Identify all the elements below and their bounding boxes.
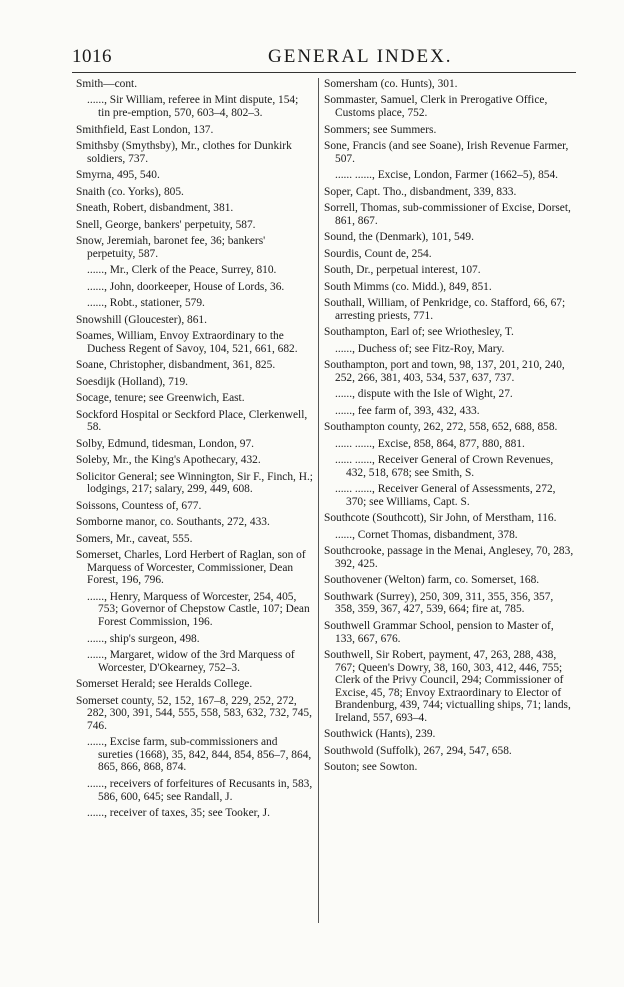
index-entry: Somers, Mr., caveat, 555. xyxy=(76,532,193,545)
index-entry: Smithfield, East London, 137. xyxy=(76,123,214,136)
index-entry: Southwell, Sir Robert, payment, 47, 263, 288, 438, 767; Queen's Dowry, 38, 160, 303, 412, 446, 755; Clerk of the Privy Council, 294; Commissioner of Excise, 45, 78; Envoy Extraordinary to Elector of Brandenburg, 439, 744; victualling ships, 71; lands, Ireland, 557, 693–4. xyxy=(324,649,571,724)
index-entry: Somborne manor, co. Southants, 272, 433. xyxy=(76,516,270,529)
index-entry: Southwick (Hants), 239. xyxy=(324,728,436,741)
index-entry: Sommers; see Summers. xyxy=(324,123,437,136)
index-entry: Southampton county, 262, 272, 558, 652, 688, 858. xyxy=(324,421,558,434)
index-entry: Sorrell, Thomas, sub-commissioner of Excise, Dorset, 861, 867. xyxy=(324,202,571,227)
index-entry: Sourdis, Count de, 254. xyxy=(324,247,432,260)
index-entry: Southwark (Surrey), 250, 309, 311, 355, 356, 357, 358, 359, 367, 427, 539, 664; fire at, 785. xyxy=(324,590,554,616)
right-column xyxy=(324,78,576,778)
index-entry: Southwell Grammar School, pension to Master of, 133, 667, 676. xyxy=(324,619,554,645)
index-entry: Somerset county, 52, 152, 167–8, 229, 252, 272, 282, 300, 391, 544, 555, 558, 583, 632, 732, 745, 746. xyxy=(76,694,312,732)
index-entry: Smyrna, 495, 540. xyxy=(76,169,160,182)
index-entry: Soper, Capt. Tho., disbandment, 339, 833. xyxy=(324,185,517,198)
index-entry: Southwold (Suffolk), 267, 294, 547, 658. xyxy=(324,744,512,757)
index-subentry: ......, fee farm of, 393, 432, 433. xyxy=(335,404,480,417)
index-entry: Smith—cont. xyxy=(76,78,138,90)
index-entry: Sockford Hospital or Seckford Place, Clerkenwell, 58. xyxy=(76,408,308,434)
column-divider xyxy=(318,78,319,923)
index-subentry: ......, receiver of taxes, 35; see Tooker, J. xyxy=(87,807,270,819)
index-entry: Socage, tenure; see Greenwich, East. xyxy=(76,392,245,405)
index-entry: Soissons, Countess of, 677. xyxy=(76,499,202,512)
index-entry: Soesdijk (Holland), 719. xyxy=(76,375,188,388)
index-entry: Sone, Francis (and see Soane), Irish Revenue Farmer, 507. xyxy=(324,140,569,165)
index-entry: Snowshill (Gloucester), 861. xyxy=(76,313,207,326)
index-entry: Sneath, Robert, disbandment, 381. xyxy=(76,202,234,215)
index-subentry: ...... ......, Excise, 858, 864, 877, 880, 881. xyxy=(335,437,525,450)
page-title: GENERAL INDEX. xyxy=(268,46,453,67)
index-entry: South, Dr., perpetual interest, 107. xyxy=(324,264,481,277)
index-subentry: ......, Robt., stationer, 579. xyxy=(87,297,205,310)
index-entry: Somersham (co. Hunts), 301. xyxy=(324,78,458,90)
page-number: 1016 xyxy=(72,46,112,67)
index-entry: Southovener (Welton) farm, co. Somerset, 168. xyxy=(324,574,540,587)
index-subentry: ......, Sir William, referee in Mint dispute, 154; tin pre-emption, 570, 603–4, 802–3. xyxy=(87,94,299,120)
index-entry: Somerset Herald; see Heralds College. xyxy=(76,678,253,691)
index-entry: Somerset, Charles, Lord Herbert of Raglan, son of Marquess of Worcester, Commissioner, Dean Forest, 196, 796. xyxy=(76,549,306,587)
left-column xyxy=(76,78,313,823)
index-entry: Sommaster, Samuel, Clerk in Prerogative Office, Customs place, 752. xyxy=(324,94,548,120)
index-entry: Southampton, port and town, 98, 137, 201, 210, 240, 252, 266, 381, 403, 534, 537, 637, 737. xyxy=(324,359,565,384)
index-subentry: ......, John, doorkeeper, House of Lords, 36. xyxy=(87,280,285,293)
index-entry: Snow, Jeremiah, baronet fee, 36; bankers' perpetuity, 587. xyxy=(76,235,266,260)
index-subentry: ......, Excise farm, sub-commissioners and sureties (1668), 35, 842, 844, 854, 856–7, 864, 865, 866, 868, 874. xyxy=(87,736,312,774)
index-subentry: ...... ......, Receiver General of Assessments, 272, 370; see Williams, Capt. S. xyxy=(335,483,556,508)
index-entry: Soleby, Mr., the King's Apothecary, 432. xyxy=(76,454,261,467)
index-entry: Snaith (co. Yorks), 805. xyxy=(76,185,184,198)
index-entry: Soames, William, Envoy Extraordinary to the Duchess Regent of Savoy, 104, 521, 661, 682. xyxy=(76,330,298,355)
index-entry: Southcrooke, passage in the Menai, Anglesey, 70, 283, 392, 425. xyxy=(324,545,574,570)
index-subentry: ...... ......, Receiver General of Crown Revenues, 432, 518, 678; see Smith, S. xyxy=(335,454,554,479)
index-subentry: ......, Margaret, widow of the 3rd Marquess of Worcester, D'Okearney, 752–3. xyxy=(87,649,295,674)
index-subentry: ......, Henry, Marquess of Worcester, 254, 405, 753; Governor of Chepstow Castle, 107; Dean Forest Commission, 196. xyxy=(87,590,310,629)
index-entry: Southcote (Southcott), Sir John, of Merstham, 116. xyxy=(324,512,557,525)
index-subentry: ......, Cornet Thomas, disbandment, 378. xyxy=(335,528,518,541)
header-rule xyxy=(72,72,576,73)
index-entry: Solby, Edmund, tidesman, London, 97. xyxy=(76,437,255,450)
index-entry: Smithsby (Smythsby), Mr., clothes for Dunkirk soldiers, 737. xyxy=(76,140,292,165)
index-subentry: ......, ship's surgeon, 498. xyxy=(87,632,200,645)
index-subentry: ...... ......, Excise, London, Farmer (1662–5), 854. xyxy=(335,169,559,182)
index-subentry: ......, Mr., Clerk of the Peace, Surrey, 810. xyxy=(87,264,277,277)
index-entry: Soane, Christopher, disbandment, 361, 825. xyxy=(76,359,276,372)
index-subentry: ......, Duchess of; see Fitz-Roy, Mary. xyxy=(335,342,505,355)
index-entry: Southampton, Earl of; see Wriothesley, T. xyxy=(324,326,514,339)
index-entry: Snell, George, bankers' perpetuity, 587. xyxy=(76,218,256,231)
index-subentry: ......, dispute with the Isle of Wight, 27. xyxy=(335,388,513,401)
index-entry: Souton; see Sowton. xyxy=(324,761,418,774)
index-entry: South Mimms (co. Midd.), 849, 851. xyxy=(324,280,492,293)
index-entry: Sound, the (Denmark), 101, 549. xyxy=(324,231,474,244)
index-entry: Southall, William, of Penkridge, co. Stafford, 66, 67; arresting priests, 771. xyxy=(324,297,566,322)
index-subentry: ......, receivers of forfeitures of Recusants in, 583, 586, 600, 645; see Randall, J. xyxy=(87,777,313,803)
index-entry: Solicitor General; see Winnington, Sir F., Finch, H.; lodgings, 217; salary, 299, 449, 608. xyxy=(76,470,313,496)
